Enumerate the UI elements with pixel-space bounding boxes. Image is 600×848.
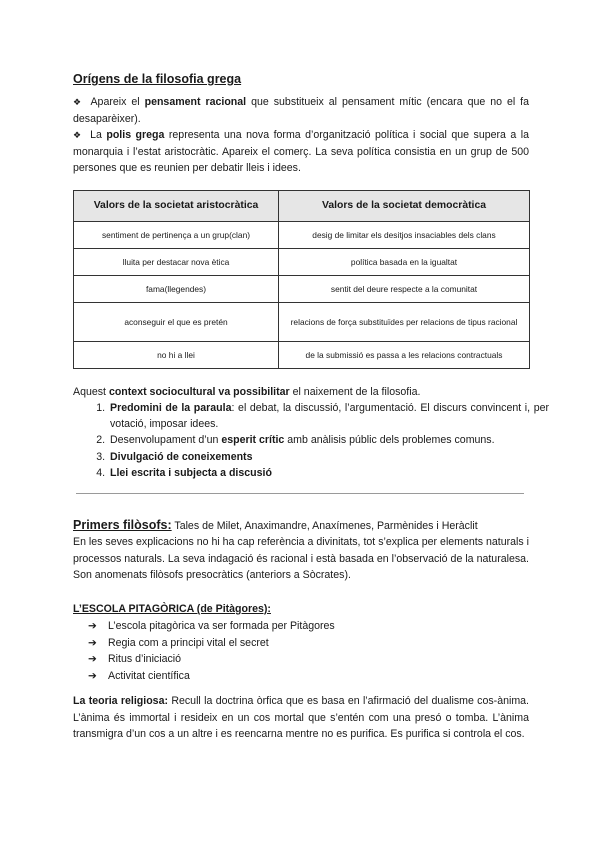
diamond-bullet-icon: ❖ xyxy=(73,130,83,140)
table-cell: sentiment de pertinença a un grup(clan) xyxy=(74,222,279,249)
arrow-right-icon: ➔ xyxy=(88,653,97,666)
list-item: ➔ L’escola pitagòrica va ser formada per Pitàgores xyxy=(88,618,335,635)
table-cell: política basada en la igualtat xyxy=(279,249,530,276)
first-philosophers-line: Primers filòsofs: Tales de Milet, Anaximandre, Anaxímenes, Parmènides i Heràclit xyxy=(73,518,478,532)
section-title-pythagorean: L’ESCOLA PITAGÒRICA (de Pitàgores): xyxy=(73,603,271,615)
numbered-list xyxy=(88,400,549,481)
table-header-row xyxy=(74,191,530,222)
table-cell: fama(llegendes) xyxy=(74,276,279,303)
table-row xyxy=(74,222,530,249)
diamond-bullet-icon: ❖ xyxy=(73,97,84,107)
header-aristocratic: Valors de la societat aristocràtica xyxy=(74,191,279,222)
list-item: 1. Predomini de la paraula: el debat, la discussió, l’argumentació. El discurs convincent i, per votació, imposar idees. xyxy=(108,400,549,432)
table-row xyxy=(74,303,530,342)
list-item: ➔ Ritus d’iniciació xyxy=(88,651,335,668)
table-cell: sentit del deure respecte a la comunitat xyxy=(279,276,530,303)
table-cell: de la submissió es passa a les relacions contractuals xyxy=(279,342,530,369)
list-item: 4. Llei escrita i subjecta a discusió xyxy=(108,465,549,481)
society-values-table xyxy=(73,190,530,369)
table-cell: desig de limitar els desitjos insaciables dels clans xyxy=(279,222,530,249)
list-item: ➔ Regia com a principi vital el secret xyxy=(88,635,335,652)
arrow-right-icon: ➔ xyxy=(88,636,97,649)
bullet-greek-polis: ❖ La polis grega representa una nova forma d’organització política i social que supera a la monarquia i l’estat aristocràtic. Apareix el comerç. La seva política consistia en un grup de 500 persones que es reunien per debatir lleis i idees. xyxy=(73,129,530,174)
context-paragraph: Aquest context sociocultural va possibilitar el naixement de la filosofia. xyxy=(73,386,421,398)
pythagorean-list xyxy=(88,618,335,684)
list-item: ➔ Activitat científica xyxy=(88,668,335,685)
religious-theory-paragraph: La teoria religiosa: Recull la doctrina òrfica que es basa en l’afirmació del dualisme cos-ànima. L’ànima és immortal i resideix en un cos mortal que s’entén com una presó o tomba. L’ànima transmigra d’un cos a un altre i es reencarna mentre no es purifica. Es purifica si controla el cos. xyxy=(73,695,529,740)
table-cell: relacions de força substituïdes per relacions de tipus racional xyxy=(279,303,530,342)
section-title-origins: Orígens de la filosofia grega xyxy=(73,72,242,86)
table-row xyxy=(74,249,530,276)
table-row xyxy=(74,342,530,369)
table-row xyxy=(74,276,530,303)
horizontal-divider xyxy=(76,493,524,494)
table-cell: lluita per destacar nova ètica xyxy=(74,249,279,276)
header-democratic: Valors de la societat democràtica xyxy=(279,191,530,222)
table-cell: no hi a llei xyxy=(74,342,279,369)
table-cell: aconseguir el que es pretén xyxy=(74,303,279,342)
list-item: 2. Desenvolupament d’un esperit crític amb anàlisis públic dels problemes comuns. xyxy=(108,432,549,448)
philosophers-paragraph: En les seves explicacions no hi ha cap referència a divinitats, tot s’explica per elements naturals i processos naturals. La seva indagació és racional i està basada en l’observació de la naturalesa. Son anomenats filòsofs presocràtics (anteriors a Sòcrates). xyxy=(73,536,529,581)
list-item: 3. Divulgació de coneixements xyxy=(108,449,549,465)
bullet-rational-thought: ❖ Apareix el pensament racional que substitueix al pensament mític (encara que no el fa desaparèixer). xyxy=(73,96,530,125)
arrow-right-icon: ➔ xyxy=(88,620,97,632)
arrow-right-icon: ➔ xyxy=(88,669,97,682)
